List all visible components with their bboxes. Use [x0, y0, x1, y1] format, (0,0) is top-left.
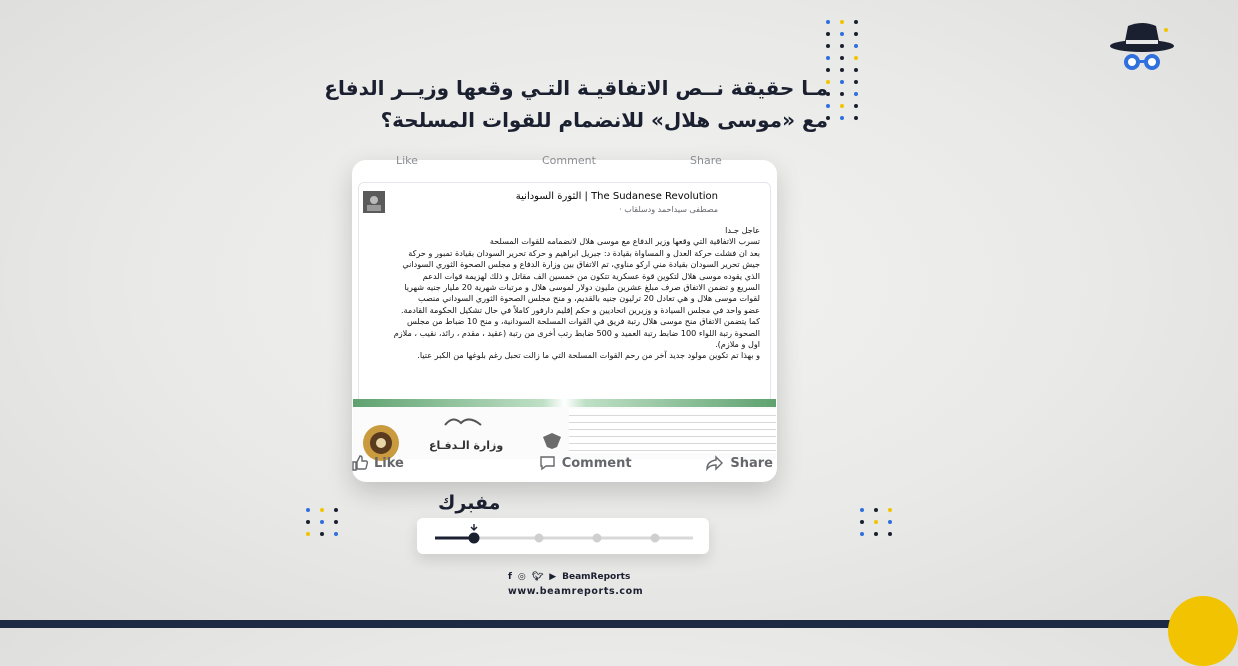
verdict-scale: [417, 518, 709, 554]
comment-icon: [539, 455, 556, 471]
like-label: Like: [374, 455, 404, 471]
post-top-actions-cut: [352, 154, 777, 170]
social-handle: BeamReports: [562, 572, 631, 582]
verdict-step-4: [651, 534, 660, 543]
post-text: [369, 225, 760, 362]
document-text-lines: [569, 409, 776, 453]
post-line: و بهذا تم تكوين مولود جديد آخر من رحم القوات المسلحة التي ما زالت تحبل رغم بلوغها من الكبر عتيا.: [417, 350, 760, 361]
share-label: Share: [730, 455, 773, 471]
headline-line-1: مـا حقيقة نــص الاتفاقيـة التـي وقعها وزيــر الدفاع: [324, 76, 828, 100]
post-line: الصحوة رتبة اللواء 100 ضابط رتبة العميد و 500 ضابط رتب أخرى من رتبة (عقيد ، مقدم ، رائد، نقيب ، ملازم: [393, 327, 760, 338]
verdict-pointer-icon: [471, 524, 477, 530]
headline-line-2: مع «موسى هلال» للانضمام للقوات المسلحة؟: [380, 108, 828, 132]
bottom-band: [0, 620, 1200, 628]
social-links: [508, 572, 630, 582]
page-author-line: مصطفى سيداحمد ودسلقاب ·: [619, 205, 718, 214]
verdict-step-1: [469, 533, 480, 544]
post-line: عضو واحد في مجلس السيادة و وزيرين اتحاديين و حكم إقليم دارفور كاملاً في حال تشكيل الحكومة القادمة.: [400, 304, 760, 315]
website-url[interactable]: www.beamreports.com: [508, 586, 644, 597]
decor-dots-right: [860, 508, 894, 536]
post-line: الذي يقوده موسى هلال لتكوين قوة عسكرية تتكون من خمسين الف مقاتل و ذلك لهزيمة قوات الدعم: [422, 270, 760, 281]
page-name[interactable]: الثورة السودانية | The Sudanese Revolution: [515, 191, 718, 202]
verdict-step-2: [535, 534, 544, 543]
post-line: لقوات موسى هلال و هي تعادل 20 ترليون جنيه بالقديم، و منح مجلس الصحوة الثوري السوداني منصب: [417, 293, 760, 304]
post-line: السريع و تضمن الاتفاق صرف مبلغ عشرين مليون دولار لموسى هلال و مرتبات شهرية 20 مليار جنيه شهريا: [404, 282, 760, 293]
verdict-step-3: [593, 534, 602, 543]
like-icon: [352, 455, 368, 471]
post-line: اول و ملازم).: [715, 339, 760, 350]
calligraphy-emblem-icon: [443, 413, 483, 429]
facebook-post-screenshot: [352, 154, 777, 482]
verdict-scale-track: [417, 518, 709, 554]
post-action-bar: [352, 448, 777, 478]
instagram-icon[interactable]: ◎: [517, 572, 526, 582]
post-line: جيش تحرير السودان بقيادة مني اركو مناوي، تم الاتفاق بين وزارة الدفاع و مجلس الصحوة الثوري السوداني: [402, 259, 760, 270]
document-header-band: [353, 399, 776, 407]
decor-dots-top-right: [826, 20, 860, 120]
comment-label: Comment: [561, 455, 632, 471]
page-avatar[interactable]: [363, 191, 385, 213]
twitter-icon[interactable]: 🐦︎: [531, 572, 544, 582]
comment-button[interactable]: [539, 455, 632, 471]
share-icon: [706, 455, 724, 471]
document-ministry-title: وزارة الـدفـاع: [429, 439, 504, 452]
like-button[interactable]: [352, 455, 404, 471]
top-share-label: Share: [690, 154, 722, 167]
share-button[interactable]: [706, 455, 773, 471]
verdict-label: مفبرك: [438, 492, 501, 514]
shared-post: [358, 182, 771, 452]
youtube-icon[interactable]: ▶: [549, 572, 557, 582]
corner-accent: [1168, 596, 1238, 666]
post-line: تسرب الاتفاقية التي وقعها وزير الدفاع مع موسى هلال لانضمامه للقوات المسلحة: [489, 236, 760, 247]
decor-dots-left: [306, 508, 340, 536]
facebook-icon[interactable]: f: [508, 572, 512, 582]
headline: [308, 72, 828, 136]
post-line: بعد ان فشلت حركة العدل و المساواة بقيادة د: جبريل ابراهيم و حركة تحرير السودان بقيادة تمبور و حركة: [408, 247, 760, 258]
post-line: كما يتضمن الاتفاق منح موسى هلال رتبة فريق في القوات المسلحة السودانية، و منح 10 ضباط من مجلس: [406, 316, 760, 327]
post-line: عاجل جـدا: [725, 225, 760, 235]
top-comment-label: Comment: [542, 154, 596, 167]
top-like-label: Like: [396, 154, 418, 167]
spy-hat-logo: [1108, 22, 1176, 74]
